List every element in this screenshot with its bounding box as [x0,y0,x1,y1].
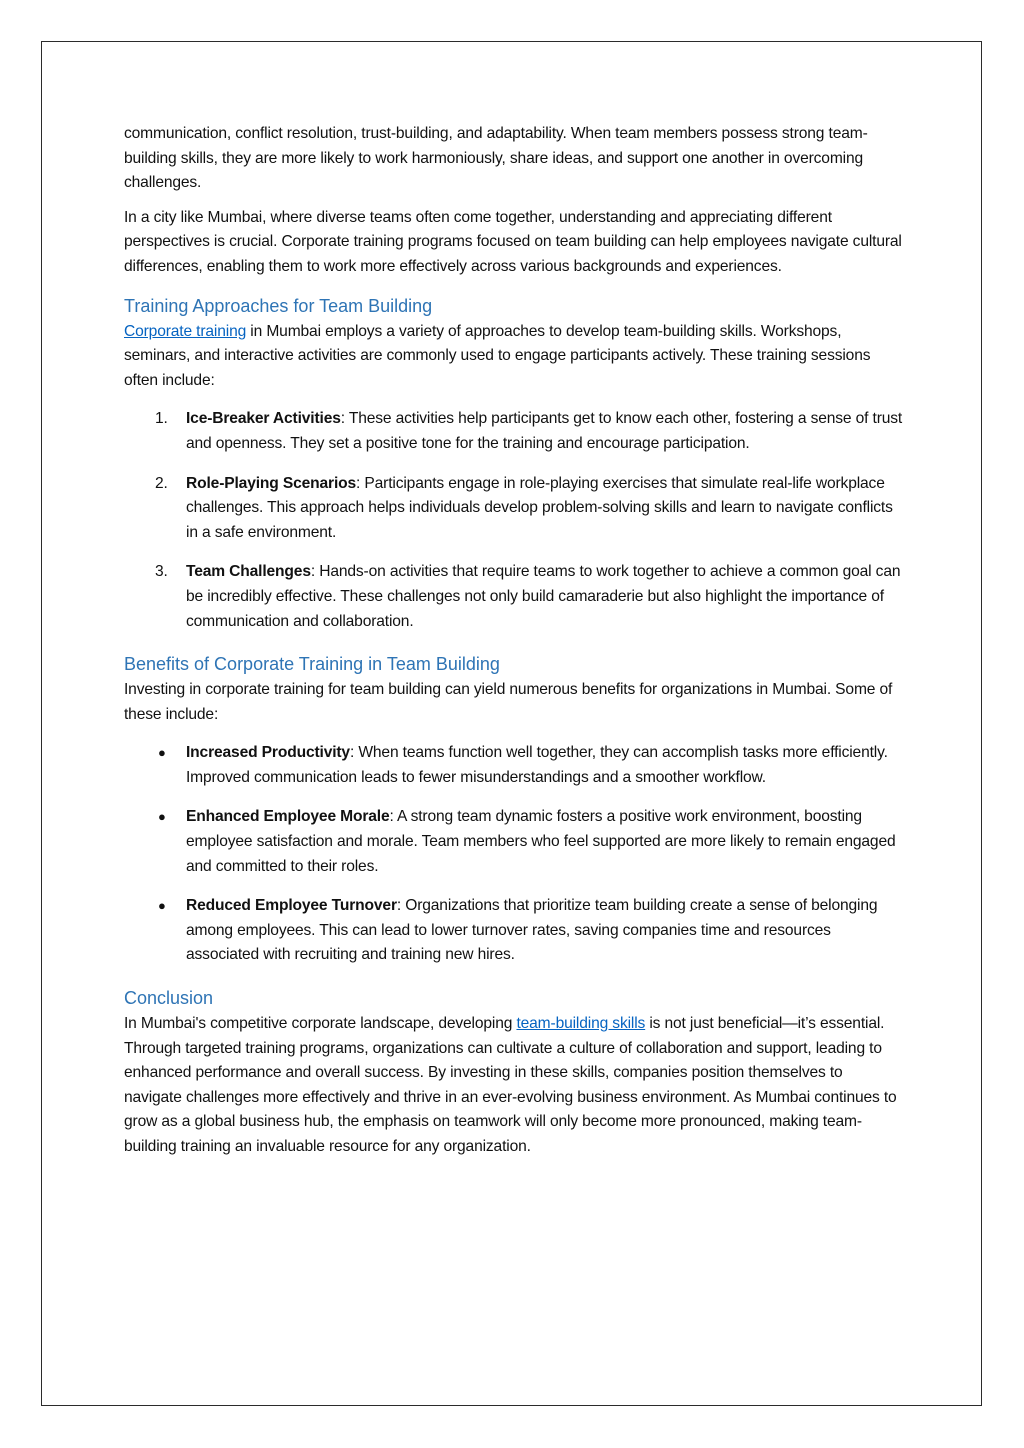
bullet-icon: ● [158,898,166,914]
document-body [124,122,904,1170]
list-item [124,894,904,968]
list-item-term: Role-Playing Scenarios [186,474,357,492]
list-item-term: Ice-Breaker Activities [186,410,341,428]
list-item-text: : These activities help participants get to know each other, fostering a sense of trust and openness. They set a positive tone for the training and encourage participation. [186,410,903,452]
intro-paragraph-2: In a city like Mumbai, where diverse teams often come together, understanding and appreciating different perspectives is crucial. Corporate training programs focused on team building can help employees navigate cultural differences, enabling them to work more effectively across various backgrounds and experiences. [124,208,902,275]
list-item [124,472,904,546]
list-item-term: Enhanced Employee Morale [186,808,390,826]
team-building-skills-link[interactable]: team-building skills [516,1015,646,1033]
approaches-intro-text: in Mumbai employs a variety of approaches to develop team-building skills. Workshops, seminars, and interactive activities are commonly used to engage participants actively. These training sessions often include: [124,322,871,389]
intro-paragraph-1: communication, conflict resolution, trust-building, and adaptability. When team members possess strong team-building skills, they are more likely to work harmoniously, share ideas, and support one another in overcoming challenges. [124,125,868,192]
list-item-text: : When teams function well together, they can accomplish tasks more efficiently. Improved communication leads to fewer misunderstandings and a smoother workflow. [186,744,888,786]
bullet-icon: ● [158,745,166,761]
list-item-term: Increased Productivity [186,744,350,762]
conclusion-text-before: In Mumbai's competitive corporate landscape, developing [124,1015,517,1033]
approaches-intro [124,320,904,394]
conclusion-text-after: is not just beneficial—it’s essential. Through targeted training programs, organizations can cultivate a culture of collaboration and support, leading to enhanced performance and overall success. By investing in these skills, companies position themselves to navigate challenges more effectively and thrive in an ever-evolving business environment. As Mumbai continues to grow as a global business hub, the emphasis on teamwork will only become more pronounced, making team-building training an invaluable resource for any organization. [124,1015,897,1155]
conclusion-paragraph [124,1012,904,1160]
benefits-list [124,741,904,968]
list-item-text: : Hands-on activities that require teams to work together to achieve a common goal can be incredibly effective. These challenges not only build camaraderie but also highlight the importance of communication and collaboration. [186,563,901,630]
list-item-text: : A strong team dynamic fosters a positive work environment, boosting employee satisfaction and morale. Team members who feel supported are more likely to remain engaged and committed to their roles. [186,808,896,875]
benefits-heading: Benefits of Corporate Training in Team Building [124,654,500,675]
list-item [124,407,904,456]
list-number: 1. [155,410,168,428]
list-item-text: : Participants engage in role-playing exercises that simulate real-life workplace challenges. This approach helps individuals develop problem-solving skills and learn to navigate conflicts in a safe environment. [186,474,893,541]
list-number: 3. [155,563,168,581]
list-item-term: Reduced Employee Turnover [186,897,397,915]
list-item [124,741,904,790]
bullet-icon: ● [158,809,166,825]
list-item [124,805,904,879]
conclusion-heading: Conclusion [124,988,214,1009]
corporate-training-link[interactable]: Corporate training [124,322,247,340]
list-number: 2. [155,474,168,492]
list-item [124,560,904,634]
list-item-text: : Organizations that prioritize team building create a sense of belonging among employees. This can lead to lower turnover rates, saving companies time and resources associated with recruiting and training new hires. [186,897,878,964]
approaches-list [124,407,904,634]
list-item-term: Team Challenges [186,563,311,581]
benefits-intro: Investing in corporate training for team building can yield numerous benefits for organizations in Mumbai. Some of these include: [124,681,893,723]
approaches-heading: Training Approaches for Team Building [124,295,433,316]
